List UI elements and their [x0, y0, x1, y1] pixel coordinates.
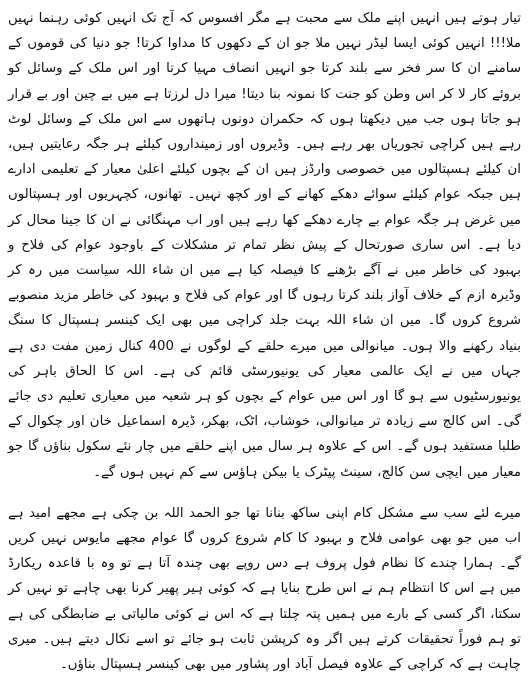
paragraph-2: میرے لئے سب سے مشکل کام اپنی ساکھ بنانا تھا جو الحمد اللہ بن چکی ہے مجھے امید ہے اب میں جو بھی عوامی فلاح و بہبود کا کام شروع کروں گا عوام مجھے مایوس نہیں کریں گے۔ ہمارا چندے کا نظام فول پروف ہے دس روپے بھی چندہ آتا ہے تو وہ با قاعدہ ریکارڈ میں ہے اس کا انتظام ہم نے اس طرح بنایا ہے کہ کوئی ہیر پھیر کرنا بھی چاہے تو نہیں کر سکتا، اگر کسی کے بارے میں ہمیں پتہ چلتا ہے کہ اس نے کوئی مالیاتی بے ضابطگی کی ہے تو ہم فوراً تحقیقات کرتے ہیں اگر وہ کرپشن ثابت ہو جائے تو اسے نکال دیتے ہیں۔ میری چاہت ہے کہ کراچی کے علاوہ فیصل آباد اور پشاور میں بھی کینسر ہسپتال بناؤں۔	[8, 505, 521, 673]
paragraph-1: تیار ہوتے ہیں انہیں اپنے ملک سے محبت ہے مگر افسوس کہ آج تک انہیں کوئی رہنما نہیں ملا!!! انہیں کوئی ایسا لیڈر نہیں ملا جو ان کے دکھوں کا مداوا کرتا! جو دنیا کی قوموں کے سامنے ان کا سر فخر سے بلند کرتا جو انہیں انصاف مہیا کرتا اور اس ملک کے وسائل کو بروئے کار لا کر اس وطن کو جنت کا نمونہ بنا دیتا! میرا دل لرزتا ہے میں بے چین اور بے قرار ہو جاتا ہوں جب میں دیکھتا ہوں کہ حکمران دونوں ہاتھوں سے اس ملک کے وسائل لوٹ رہے ہیں کراچی تجوریاں بھر رہے ہیں۔ وڈیروں اور زمینداروں کیلئے ہر جگہ رعایتیں ہیں، ان کیلئے ہسپتالوں میں خصوصی وارڈز ہیں ان کے بچوں کیلئے اعلیٰ معیار کے تعلیمی ادارے ہیں جبکہ عوام کیلئے سوائے دھکے کھانے کے اور کچھ نہیں۔ تھانوں، کچہریوں اور ہسپتالوں میں غرض ہر جگہ عوام بے چارے دھکے کھا رہے ہیں اور اب مہنگائی نے ان کا جینا محال کر دیا ہے۔ اس ساری صورتحال کے پیش نظر تمام تر مشکلات کے باوجود عوام کی فلاح و بہبود کی خاطر میں نے آگے بڑھنے کا فیصلہ کیا ہے میں ان شاء اللہ سیاست میں رہ کر وڈیرہ ازم کے خلاف آواز بلند کرتا رہوں گا اور عوام کی فلاح و بہبود کی خاطر مزید منصوبے شروع کروں گا۔ میں ان شاء اللہ بہت جلد کراچی میں بھی ایک کینسر ہسپتال کا سنگ بنیاد رکھنے والا ہوں۔ میانوالی میں میرے حلقے کے لوگوں نے 400 کنال زمین مفت دی ہے جہاں میں نے ایک عالمی معیار کی یونیورسٹی قائم کی ہے۔ اس کا الحاق باہر کی یونیورسٹیوں سے ہو گا اور اس میں عوام کے بچوں کو ہر شعبہ میں معیاری تعلیم دی جائے گی۔ اس کالج سے زیادہ تر میانوالی، خوشاب، اٹک، بھکر، ڈیرہ اسماعیل خان اور چکوال کے طلبا مستفید ہوں گے۔ اس کے علاوہ ہر سال میں اپنے حلقے میں چار نئے سکول بناؤں گا جو معیار میں ایچی سن کالج، سینٹ پیٹرک یا بیکن ہاؤس سے کم نہیں ہوں گے۔	[8, 11, 521, 480]
